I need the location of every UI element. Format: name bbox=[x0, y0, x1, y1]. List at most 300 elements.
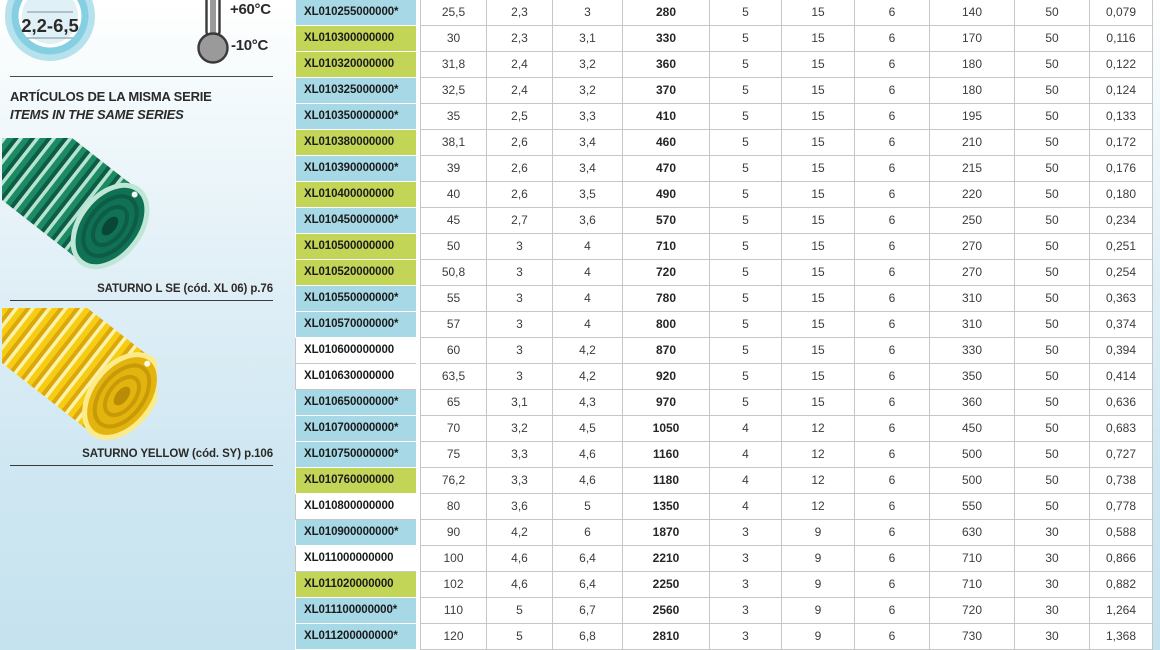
table-cell: 270 bbox=[930, 260, 1015, 286]
table-cell: 0,172 bbox=[1090, 130, 1153, 156]
table-cell: 6 bbox=[855, 234, 930, 260]
table-cell: 50 bbox=[1015, 338, 1090, 364]
table-cell: 6 bbox=[855, 104, 930, 130]
table-cell: 1160 bbox=[623, 442, 710, 468]
table-cell: 76,2 bbox=[420, 468, 487, 494]
table-cell: 920 bbox=[623, 364, 710, 390]
table-cell: 210 bbox=[930, 130, 1015, 156]
table-cell: 4,6 bbox=[553, 442, 623, 468]
table-cell: 5 bbox=[710, 26, 782, 52]
table-cell: 3,6 bbox=[487, 494, 553, 520]
table-row bbox=[295, 260, 1153, 286]
product-code-cell: XL010650000000* bbox=[295, 390, 416, 416]
table-cell: 2,3 bbox=[487, 0, 553, 26]
table-cell: 5 bbox=[487, 624, 553, 650]
table-cell: 50 bbox=[1015, 286, 1090, 312]
table-cell: 1350 bbox=[623, 494, 710, 520]
table-cell: 2,6 bbox=[487, 182, 553, 208]
table-cell: 370 bbox=[623, 78, 710, 104]
table-row bbox=[295, 416, 1153, 442]
table-cell: 15 bbox=[782, 312, 855, 338]
product-code-cell: XL010700000000* bbox=[295, 416, 416, 442]
table-cell: 730 bbox=[930, 624, 1015, 650]
table-cell: 0,133 bbox=[1090, 104, 1153, 130]
table-cell: 5 bbox=[710, 390, 782, 416]
table-cell: 15 bbox=[782, 390, 855, 416]
table-cell: 50 bbox=[1015, 390, 1090, 416]
table-cell: 30 bbox=[1015, 598, 1090, 624]
table-row bbox=[295, 286, 1153, 312]
table-cell: 3 bbox=[487, 286, 553, 312]
table-cell: 12 bbox=[782, 416, 855, 442]
table-cell: 4,2 bbox=[487, 520, 553, 546]
table-cell: 5 bbox=[710, 156, 782, 182]
table-cell: 4,6 bbox=[487, 546, 553, 572]
table-cell: 4 bbox=[553, 312, 623, 338]
table-cell: 6 bbox=[855, 182, 930, 208]
table-cell: 30 bbox=[420, 26, 487, 52]
table-cell: 4,2 bbox=[553, 364, 623, 390]
table-cell: 270 bbox=[930, 234, 1015, 260]
green-hose-image bbox=[2, 138, 154, 278]
table-cell: 6 bbox=[855, 26, 930, 52]
table-cell: 3,3 bbox=[487, 468, 553, 494]
table-cell: 6,4 bbox=[553, 546, 623, 572]
table-cell: 500 bbox=[930, 442, 1015, 468]
table-cell: 6 bbox=[855, 312, 930, 338]
table-cell: 6 bbox=[855, 416, 930, 442]
table-cell: 40 bbox=[420, 182, 487, 208]
table-cell: 102 bbox=[420, 572, 487, 598]
table-cell: 5 bbox=[710, 208, 782, 234]
table-cell: 0,176 bbox=[1090, 156, 1153, 182]
table-cell: 15 bbox=[782, 130, 855, 156]
table-cell: 50 bbox=[1015, 468, 1090, 494]
table-cell: 215 bbox=[930, 156, 1015, 182]
table-cell: 360 bbox=[623, 52, 710, 78]
table-cell: 5 bbox=[710, 260, 782, 286]
table-cell: 50 bbox=[1015, 26, 1090, 52]
table-row bbox=[295, 130, 1153, 156]
table-cell: 6,4 bbox=[553, 572, 623, 598]
table-row bbox=[295, 442, 1153, 468]
table-cell: 15 bbox=[782, 156, 855, 182]
table-row bbox=[295, 78, 1153, 104]
table-cell: 4 bbox=[553, 260, 623, 286]
table-row bbox=[295, 624, 1153, 650]
table-row bbox=[295, 364, 1153, 390]
table-cell: 0,778 bbox=[1090, 494, 1153, 520]
table-cell: 170 bbox=[930, 26, 1015, 52]
table-cell: 65 bbox=[420, 390, 487, 416]
table-cell: 6 bbox=[855, 624, 930, 650]
table-cell: 15 bbox=[782, 0, 855, 26]
table-row bbox=[295, 546, 1153, 572]
table-cell: 12 bbox=[782, 468, 855, 494]
product-code-cell: XL011020000000 bbox=[295, 572, 416, 598]
table-cell: 5 bbox=[710, 234, 782, 260]
table-row bbox=[295, 598, 1153, 624]
table-cell: 90 bbox=[420, 520, 487, 546]
table-cell: 710 bbox=[623, 234, 710, 260]
table-row bbox=[295, 338, 1153, 364]
table-cell: 5 bbox=[487, 598, 553, 624]
product-code-cell: XL011000000000 bbox=[295, 546, 416, 572]
yellow-hose-image bbox=[2, 308, 157, 446]
table-cell: 35 bbox=[420, 104, 487, 130]
table-cell: 3,1 bbox=[553, 26, 623, 52]
table-cell: 30 bbox=[1015, 546, 1090, 572]
table-cell: 3 bbox=[487, 312, 553, 338]
table-cell: 350 bbox=[930, 364, 1015, 390]
table-cell: 0,636 bbox=[1090, 390, 1153, 416]
table-cell: 4 bbox=[553, 234, 623, 260]
table-cell: 6 bbox=[855, 130, 930, 156]
table-cell: 550 bbox=[930, 494, 1015, 520]
table-cell: 50 bbox=[1015, 130, 1090, 156]
table-cell: 5 bbox=[553, 494, 623, 520]
table-cell: 0,882 bbox=[1090, 572, 1153, 598]
table-cell: 6,7 bbox=[553, 598, 623, 624]
table-cell: 3,4 bbox=[553, 156, 623, 182]
table-cell: 630 bbox=[930, 520, 1015, 546]
table-cell: 15 bbox=[782, 364, 855, 390]
table-cell: 250 bbox=[930, 208, 1015, 234]
table-cell: 360 bbox=[930, 390, 1015, 416]
table-cell: 9 bbox=[782, 598, 855, 624]
table-row bbox=[295, 156, 1153, 182]
table-cell: 6 bbox=[855, 468, 930, 494]
product-code-cell: XL010600000000 bbox=[295, 338, 416, 364]
sidebar bbox=[0, 0, 295, 650]
table-cell: 3 bbox=[710, 546, 782, 572]
table-cell: 50 bbox=[1015, 442, 1090, 468]
table-cell: 6,8 bbox=[553, 624, 623, 650]
product-code-cell: XL011100000000* bbox=[295, 598, 416, 624]
series-heading-es: ARTÍCULOS DE LA MISMA SERIE bbox=[10, 89, 212, 104]
table-cell: 1,368 bbox=[1090, 624, 1153, 650]
table-cell: 50 bbox=[1015, 364, 1090, 390]
table-cell: 50 bbox=[1015, 104, 1090, 130]
table-cell: 0,727 bbox=[1090, 442, 1153, 468]
product-code-cell: XL010630000000 bbox=[295, 364, 416, 390]
table-row bbox=[295, 182, 1153, 208]
series-heading-en: ITEMS IN THE SAME SERIES bbox=[10, 107, 184, 122]
table-cell: 500 bbox=[930, 468, 1015, 494]
table-row bbox=[295, 208, 1153, 234]
table-row bbox=[295, 52, 1153, 78]
table-cell: 2,6 bbox=[487, 156, 553, 182]
diameter-range-badge-icon bbox=[2, 0, 98, 64]
product-code-cell: XL010350000000* bbox=[295, 104, 416, 130]
temp-max-label: +60°C bbox=[230, 1, 271, 18]
table-cell: 5 bbox=[710, 338, 782, 364]
table-cell: 3 bbox=[487, 260, 553, 286]
table-cell: 3 bbox=[487, 338, 553, 364]
table-cell: 1,264 bbox=[1090, 598, 1153, 624]
table-cell: 180 bbox=[930, 78, 1015, 104]
table-cell: 6 bbox=[855, 156, 930, 182]
product-code-cell: XL010255000000* bbox=[295, 0, 416, 26]
table-cell: 3,2 bbox=[553, 78, 623, 104]
table-cell: 6 bbox=[855, 390, 930, 416]
table-cell: 15 bbox=[782, 52, 855, 78]
table-cell: 2,4 bbox=[487, 52, 553, 78]
table-cell: 3,5 bbox=[553, 182, 623, 208]
table-cell: 710 bbox=[930, 546, 1015, 572]
table-cell: 6 bbox=[855, 208, 930, 234]
table-row bbox=[295, 572, 1153, 598]
table-cell: 38,1 bbox=[420, 130, 487, 156]
table-cell: 50 bbox=[1015, 494, 1090, 520]
table-cell: 3,2 bbox=[487, 416, 553, 442]
table-cell: 310 bbox=[930, 286, 1015, 312]
table-cell: 3 bbox=[710, 598, 782, 624]
table-cell: 4 bbox=[710, 416, 782, 442]
table-cell: 70 bbox=[420, 416, 487, 442]
table-row bbox=[295, 234, 1153, 260]
product-code-cell: XL010400000000 bbox=[295, 182, 416, 208]
product-code-cell: XL010300000000 bbox=[295, 26, 416, 52]
product-code-cell: XL010500000000 bbox=[295, 234, 416, 260]
table-cell: 720 bbox=[623, 260, 710, 286]
table-cell: 4 bbox=[553, 286, 623, 312]
table-cell: 2,5 bbox=[487, 104, 553, 130]
table-cell: 6 bbox=[855, 494, 930, 520]
table-cell: 15 bbox=[782, 182, 855, 208]
table-cell: 15 bbox=[782, 286, 855, 312]
table-cell: 5 bbox=[710, 364, 782, 390]
table-cell: 0,122 bbox=[1090, 52, 1153, 78]
table-cell: 0,866 bbox=[1090, 546, 1153, 572]
table-cell: 6 bbox=[855, 0, 930, 26]
table-row bbox=[295, 26, 1153, 52]
table-cell: 6 bbox=[855, 442, 930, 468]
table-cell: 15 bbox=[782, 234, 855, 260]
table-cell: 0,394 bbox=[1090, 338, 1153, 364]
table-cell: 140 bbox=[930, 0, 1015, 26]
table-cell: 0,683 bbox=[1090, 416, 1153, 442]
table-row bbox=[295, 520, 1153, 546]
table-cell: 870 bbox=[623, 338, 710, 364]
table-cell: 3,3 bbox=[553, 104, 623, 130]
table-cell: 50 bbox=[1015, 312, 1090, 338]
product-code-cell: XL010380000000 bbox=[295, 130, 416, 156]
table-cell: 410 bbox=[623, 104, 710, 130]
table-cell: 330 bbox=[623, 26, 710, 52]
table-cell: 3,1 bbox=[487, 390, 553, 416]
table-cell: 5 bbox=[710, 0, 782, 26]
table-cell: 31,8 bbox=[420, 52, 487, 78]
table-cell: 570 bbox=[623, 208, 710, 234]
table-cell: 50 bbox=[1015, 416, 1090, 442]
table-cell: 2,3 bbox=[487, 26, 553, 52]
table-cell: 57 bbox=[420, 312, 487, 338]
table-cell: 2,6 bbox=[487, 130, 553, 156]
table-cell: 800 bbox=[623, 312, 710, 338]
table-cell: 9 bbox=[782, 520, 855, 546]
table-cell: 970 bbox=[623, 390, 710, 416]
table-row bbox=[295, 494, 1153, 520]
table-row bbox=[295, 104, 1153, 130]
table-cell: 15 bbox=[782, 208, 855, 234]
table-cell: 5 bbox=[710, 182, 782, 208]
product-code-cell: XL010325000000* bbox=[295, 78, 416, 104]
product-code-cell: XL010750000000* bbox=[295, 442, 416, 468]
table-cell: 45 bbox=[420, 208, 487, 234]
table-cell: 50 bbox=[1015, 78, 1090, 104]
table-cell: 63,5 bbox=[420, 364, 487, 390]
table-cell: 720 bbox=[930, 598, 1015, 624]
table-cell: 32,5 bbox=[420, 78, 487, 104]
table-cell: 0,124 bbox=[1090, 78, 1153, 104]
table-cell: 4 bbox=[710, 442, 782, 468]
table-cell: 3,3 bbox=[487, 442, 553, 468]
table-cell: 2250 bbox=[623, 572, 710, 598]
table-cell: 2,7 bbox=[487, 208, 553, 234]
product-code-cell: XL010320000000 bbox=[295, 52, 416, 78]
table-cell: 0,374 bbox=[1090, 312, 1153, 338]
table-cell: 220 bbox=[930, 182, 1015, 208]
table-cell: 15 bbox=[782, 26, 855, 52]
table-cell: 50,8 bbox=[420, 260, 487, 286]
table-cell: 9 bbox=[782, 572, 855, 598]
table-cell: 2,4 bbox=[487, 78, 553, 104]
table-cell: 30 bbox=[1015, 624, 1090, 650]
table-cell: 30 bbox=[1015, 520, 1090, 546]
product-code-cell: XL011200000000* bbox=[295, 624, 416, 650]
badge-value: 2,2-6,5 bbox=[21, 15, 79, 36]
product-code-cell: XL010550000000* bbox=[295, 286, 416, 312]
table-cell: 0,180 bbox=[1090, 182, 1153, 208]
table-cell: 50 bbox=[1015, 52, 1090, 78]
table-cell: 0,251 bbox=[1090, 234, 1153, 260]
table-cell: 195 bbox=[930, 104, 1015, 130]
table-cell: 0,588 bbox=[1090, 520, 1153, 546]
table-cell: 3,2 bbox=[553, 52, 623, 78]
table-cell: 9 bbox=[782, 624, 855, 650]
table-cell: 6 bbox=[553, 520, 623, 546]
table-cell: 4,2 bbox=[553, 338, 623, 364]
table-cell: 4 bbox=[710, 494, 782, 520]
table-cell: 3 bbox=[487, 364, 553, 390]
table-cell: 3 bbox=[710, 624, 782, 650]
table-cell: 12 bbox=[782, 494, 855, 520]
table-cell: 9 bbox=[782, 546, 855, 572]
table-cell: 6 bbox=[855, 260, 930, 286]
product-code-cell: XL010390000000* bbox=[295, 156, 416, 182]
table-cell: 50 bbox=[1015, 260, 1090, 286]
table-cell: 470 bbox=[623, 156, 710, 182]
table-cell: 6 bbox=[855, 52, 930, 78]
table-cell: 39 bbox=[420, 156, 487, 182]
sidebar-divider bbox=[10, 76, 273, 77]
table-cell: 0,738 bbox=[1090, 468, 1153, 494]
table-cell: 3,4 bbox=[553, 130, 623, 156]
table-cell: 50 bbox=[1015, 0, 1090, 26]
product-code-cell: XL010450000000* bbox=[295, 208, 416, 234]
table-cell: 6 bbox=[855, 78, 930, 104]
table-cell: 0,254 bbox=[1090, 260, 1153, 286]
table-cell: 50 bbox=[1015, 208, 1090, 234]
table-cell: 0,079 bbox=[1090, 0, 1153, 26]
table-cell: 80 bbox=[420, 494, 487, 520]
table-cell: 2210 bbox=[623, 546, 710, 572]
table-cell: 30 bbox=[1015, 572, 1090, 598]
product-caption-saturno-yellow: SATURNO YELLOW (cód. SY) p.106 bbox=[10, 448, 273, 466]
table-cell: 490 bbox=[623, 182, 710, 208]
table-cell: 50 bbox=[1015, 182, 1090, 208]
table-cell: 4,6 bbox=[487, 572, 553, 598]
table-cell: 75 bbox=[420, 442, 487, 468]
table-cell: 50 bbox=[1015, 156, 1090, 182]
table-cell: 15 bbox=[782, 338, 855, 364]
product-code-cell: XL010760000000 bbox=[295, 468, 416, 494]
product-caption-saturno-l-se: SATURNO L SE (cód. XL 06) p.76 bbox=[10, 283, 273, 301]
table-cell: 60 bbox=[420, 338, 487, 364]
table-cell: 15 bbox=[782, 104, 855, 130]
table-cell: 780 bbox=[623, 286, 710, 312]
product-code-cell: XL010570000000* bbox=[295, 312, 416, 338]
table-cell: 110 bbox=[420, 598, 487, 624]
table-row bbox=[295, 390, 1153, 416]
table-cell: 4,5 bbox=[553, 416, 623, 442]
table-cell: 4,3 bbox=[553, 390, 623, 416]
table-row bbox=[295, 0, 1153, 26]
table-cell: 12 bbox=[782, 442, 855, 468]
table-cell: 3 bbox=[487, 234, 553, 260]
table-cell: 5 bbox=[710, 78, 782, 104]
table-cell: 450 bbox=[930, 416, 1015, 442]
table-cell: 1050 bbox=[623, 416, 710, 442]
product-code-cell: XL010800000000 bbox=[295, 494, 416, 520]
table-cell: 0,414 bbox=[1090, 364, 1153, 390]
table-row bbox=[295, 468, 1153, 494]
table-cell: 330 bbox=[930, 338, 1015, 364]
table-cell: 6 bbox=[855, 286, 930, 312]
table-cell: 3,6 bbox=[553, 208, 623, 234]
table-cell: 310 bbox=[930, 312, 1015, 338]
table-cell: 15 bbox=[782, 78, 855, 104]
table-cell: 0,116 bbox=[1090, 26, 1153, 52]
table-cell: 50 bbox=[420, 234, 487, 260]
table-cell: 120 bbox=[420, 624, 487, 650]
product-code-cell: XL010520000000 bbox=[295, 260, 416, 286]
table-cell: 180 bbox=[930, 52, 1015, 78]
table-cell: 50 bbox=[1015, 234, 1090, 260]
table-cell: 2560 bbox=[623, 598, 710, 624]
table-cell: 4 bbox=[710, 468, 782, 494]
table-row bbox=[295, 312, 1153, 338]
table-cell: 6 bbox=[855, 572, 930, 598]
table-cell: 3 bbox=[710, 572, 782, 598]
table-cell: 3 bbox=[553, 0, 623, 26]
table-cell: 1870 bbox=[623, 520, 710, 546]
table-cell: 0,234 bbox=[1090, 208, 1153, 234]
table-cell: 100 bbox=[420, 546, 487, 572]
table-cell: 15 bbox=[782, 260, 855, 286]
table-cell: 6 bbox=[855, 598, 930, 624]
table-cell: 0,363 bbox=[1090, 286, 1153, 312]
table-cell: 280 bbox=[623, 0, 710, 26]
table-cell: 5 bbox=[710, 52, 782, 78]
table-cell: 460 bbox=[623, 130, 710, 156]
table-cell: 5 bbox=[710, 130, 782, 156]
table-cell: 25,5 bbox=[420, 0, 487, 26]
product-code-cell: XL010900000000* bbox=[295, 520, 416, 546]
table-cell: 55 bbox=[420, 286, 487, 312]
table-cell: 3 bbox=[710, 520, 782, 546]
